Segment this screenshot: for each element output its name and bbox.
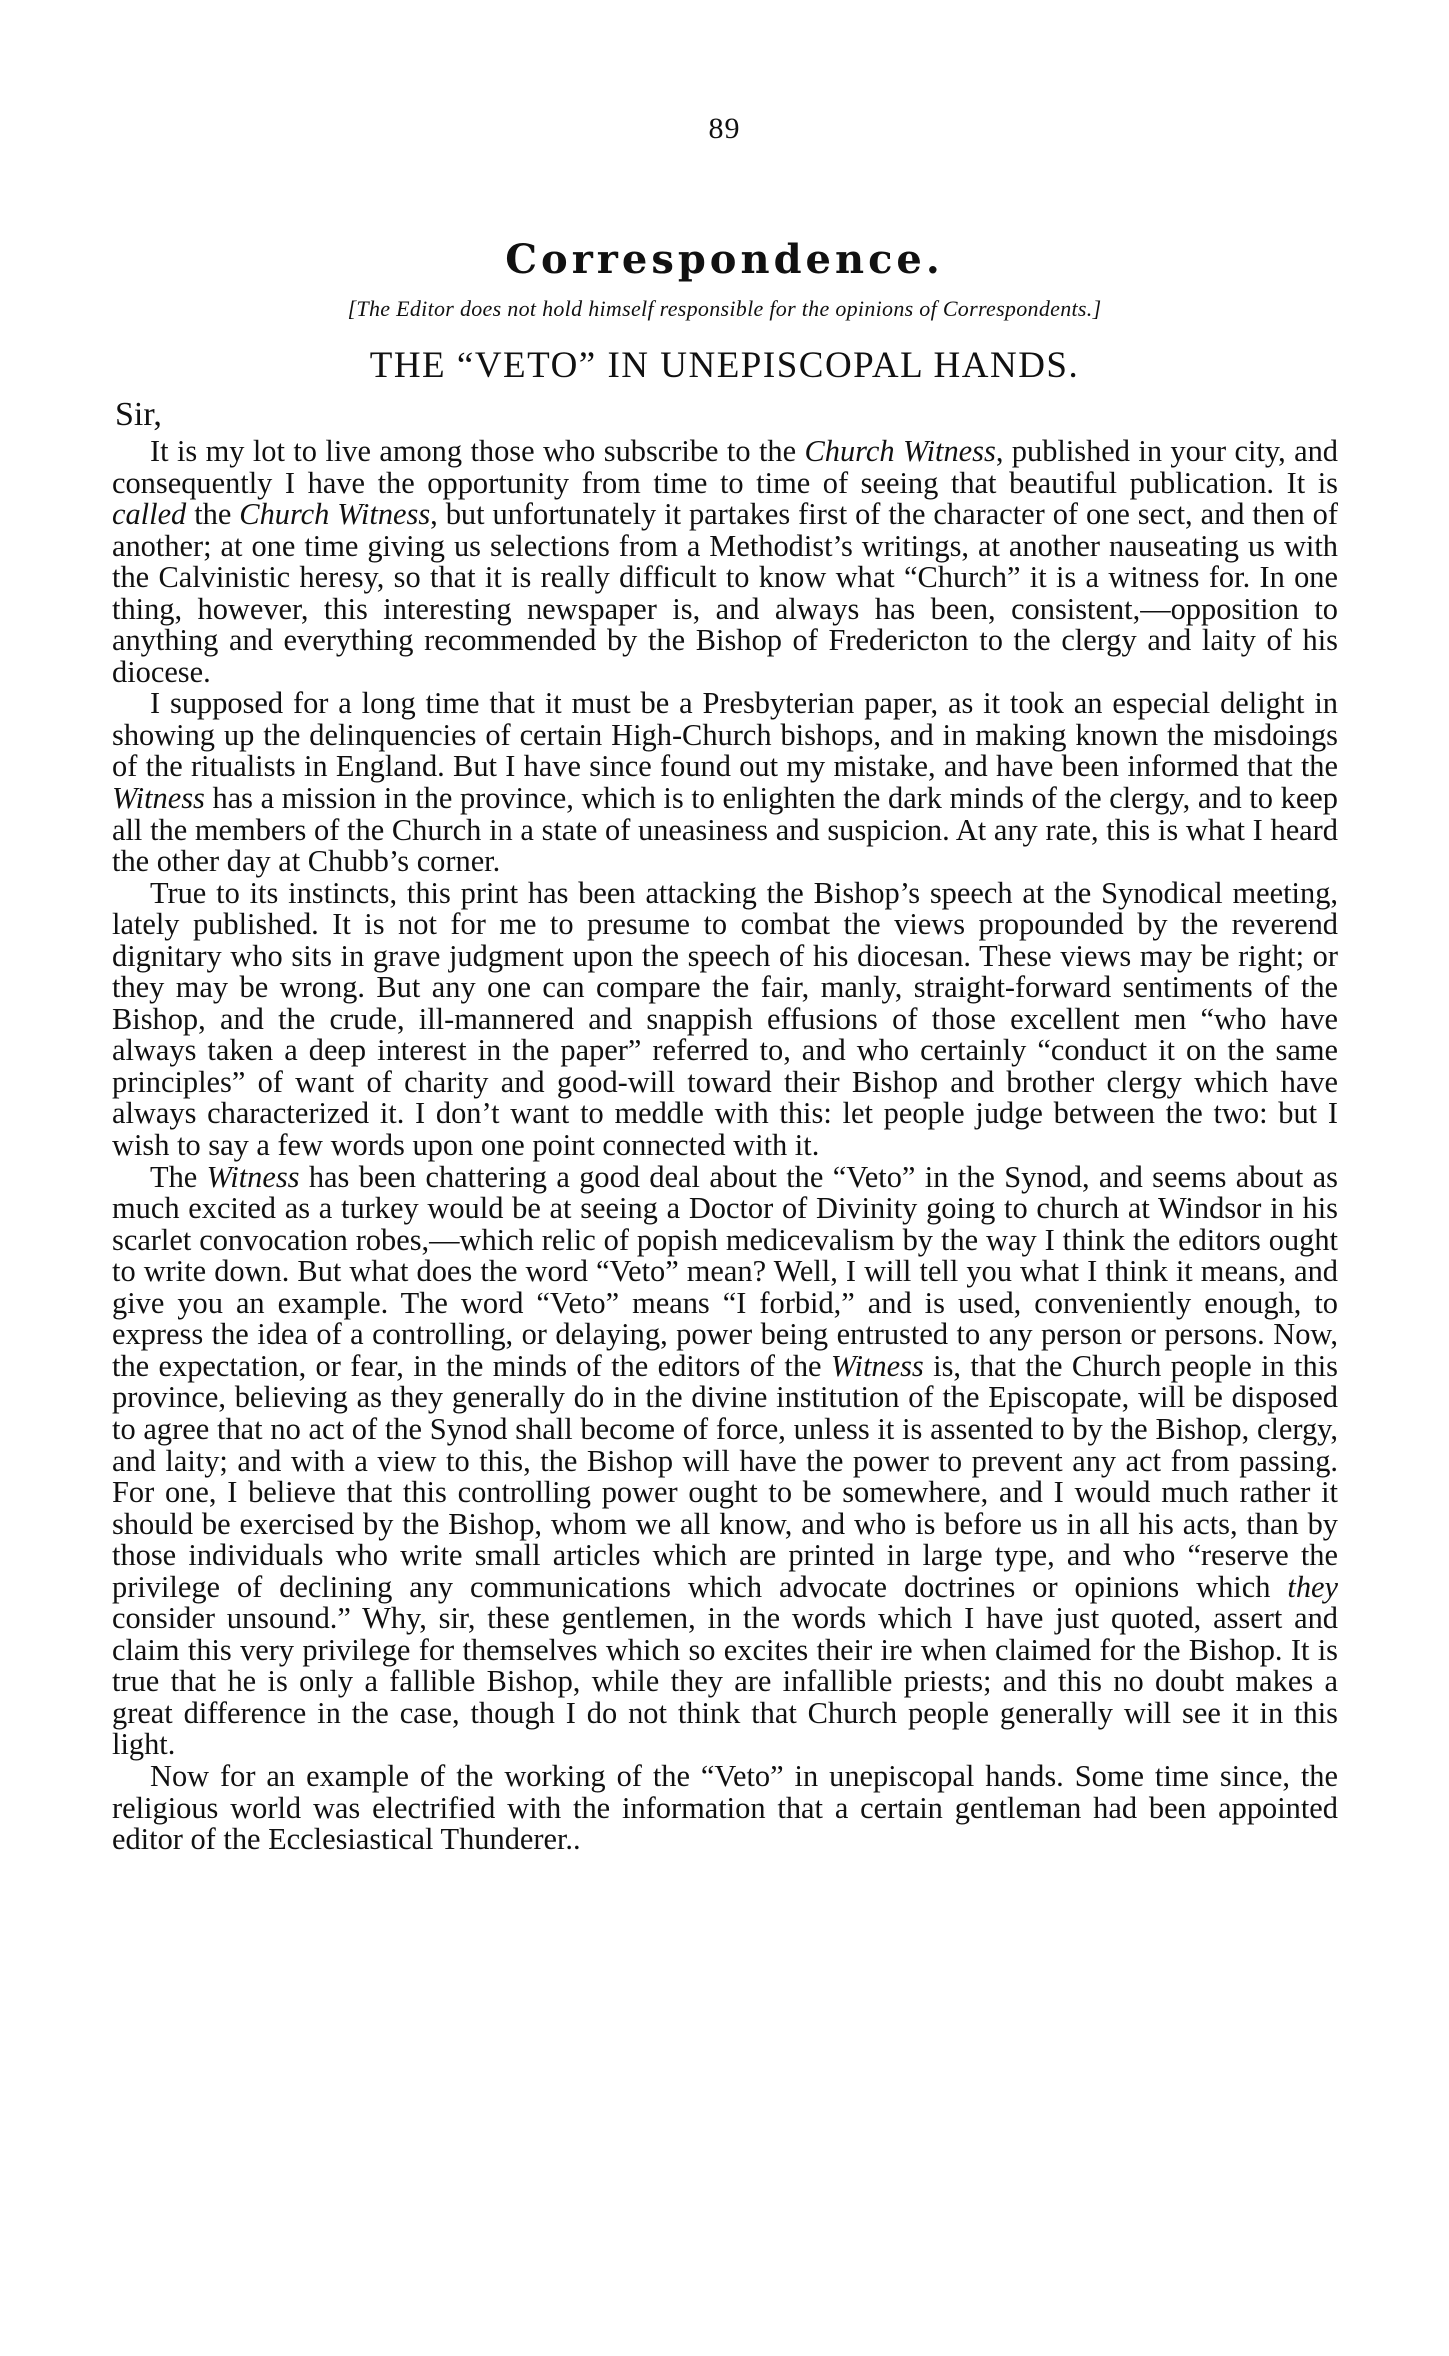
article-body	[112, 436, 1338, 1856]
italic-run: Church Witness	[804, 434, 996, 468]
text-run: the	[186, 497, 240, 532]
section-heading: Correspondence.	[505, 236, 944, 283]
paragraph	[112, 688, 1338, 877]
text-run: consider unsound.” Why, sir, these gentlemen, in the words which I have just quoted, assert and claim this very privilege for themselves which so excites their ire when claimed for the Bishop. It is true that he is only a fallible Bishop, while they are infallible priests; and this no doubt makes a great difference in the case, though I do not think that Church people generally will see it in this light.	[112, 1601, 1338, 1762]
editor-disclaimer: [The Editor does not hold himself responsible for the opinions of Correspondents.]	[347, 296, 1102, 321]
text-run: It is my lot to live among those who subscribe to the	[150, 434, 805, 468]
text-run: , published in your city, and consequently I have the opportunity from time to time of seeing that beautiful publication. It is	[112, 434, 1338, 500]
text-run: is, that the Church people in this province, believing as they generally do in the divine institution of the Episcopate, will be disposed to agree that no act of the Synod shall become of force, unless it is assented to by the Bishop, clergy, and laity; and with a view to this, the Bishop will have the power to prevent any act from passing. For one, I believe that this controlling power ought to be somewhere, and I would much rather it should be exercised by the Bishop, whom we all know, and who is before us in all his acts, than by those individuals who write small articles which are printed in large type, and who “reserve the privilege of declining any communications which advocate doctrines or opinions which	[112, 1348, 1338, 1604]
italic-run: Witness	[112, 781, 205, 816]
text-run: I supposed for a long time that it must be a Presbyterian paper, as it took an especial delight in showing up the delinquencies of certain High-Church bishops, and in making known the misdoings of the ritualists in England. But I have since found out my mistake, and have been informed that the	[112, 686, 1338, 784]
paragraph	[112, 1159, 1338, 1762]
text-run: , but unfortunately it partakes first of the character of one sect, and then of another; at one time giving us selections from a Methodist’s writings, at another nauseating us with the Calvinistic heresy, so that it is really difficult to know what “Church” it is a witness for. In one thing, however, this interesting newspaper is, and always has been, consistent,—opposition to anything and everything recommended by the Bishop of Fredericton to the clergy and laity of his diocese.	[112, 497, 1338, 689]
italic-run: they	[1287, 1569, 1338, 1604]
paragraph	[112, 436, 1338, 688]
italic-run: Witness	[206, 1159, 300, 1194]
italic-run: called	[112, 497, 187, 532]
text-run: has a mission in the province, which is to enlighten the dark minds of the clergy, and to keep all the members of the Church in a state of uneasiness and suspicion. At any rate, this is what I heard the other day at Chubb’s corner.	[112, 781, 1338, 879]
text-run: Now for an example of the working of the “Veto” in unepiscopal hands. Some time since, the religious world was electrified with the information that a certain gentleman had been appointed editor of the Ecclesiastical Thunderer..	[112, 1758, 1338, 1857]
paragraph	[112, 875, 1338, 1163]
italic-run: Witness	[830, 1348, 924, 1383]
page-number: 89	[708, 112, 741, 145]
italic-run: Church Witness	[239, 497, 431, 532]
paragraph	[112, 1758, 1338, 1857]
text-run: True to its instincts, this print has been attacking the Bishop’s speech at the Synodical meeting, lately published. It is not for me to presume to combat the views propounded by the reverend dignitary who sits in grave judgment upon the speech of his diocesan. These views may be right; or they may be wrong. But any one can compare the fair, manly, straight-forward sentiments of the Bishop, and the crude, ill-mannered and snappish effusions of those excellent men “who have always taken a deep interest in the paper” referred to, and who certainly “conduct it on the same principles” of want of charity and good-will toward their Bishop and brother clergy which have always characterized it. I don’t want to meddle with this: let people judge between the two: but I wish to say a few words upon one point connected with it.	[112, 875, 1338, 1163]
text-run: The	[150, 1159, 207, 1194]
article-title: THE “VETO” IN UNEPISCOPAL HANDS.	[369, 345, 1080, 386]
text-run: has been chattering a good deal about the “Veto” in the Synod, and seems about as much excited as a turkey would be at seeing a Doctor of Divinity going to church at Windsor in his scarlet convocation robes,—which relic of popish medicevalism by the way I think the editors ought to write down. But what does the word “Veto” mean? Well, I will tell you what I think it means, and give you an example. The word “Veto” means “I forbid,” and is used, conveniently enough, to express the idea of a controlling, or delaying, power being entrusted to any person or persons. Now, the expectation, or fear, in the minds of the editors of the	[112, 1159, 1338, 1383]
salutation: Sir,	[115, 396, 162, 433]
